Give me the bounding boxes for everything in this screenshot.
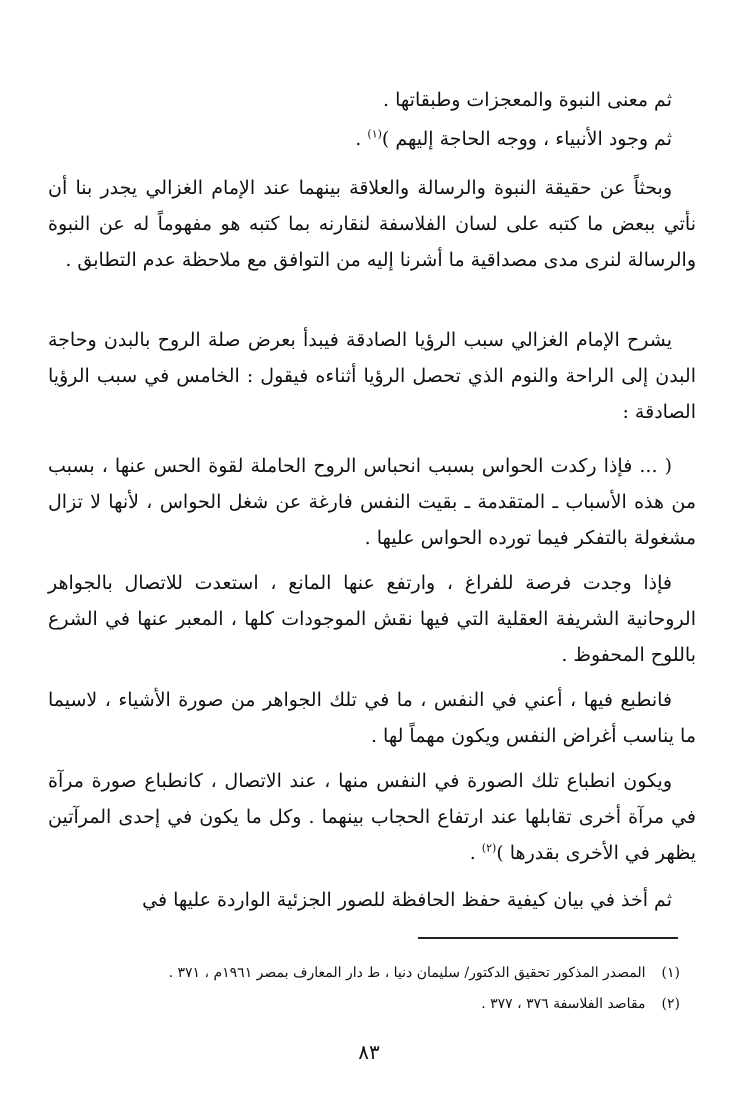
paragraph-2-text: ثم وجود الأنبياء ، ووجه الحاجة إليهم ) bbox=[381, 128, 672, 150]
paragraph-5: ( ... فإذا ركدت الحواس بسبب انحباس الروح الحاملة لقوة الحس عنها ، بسبب من هذه الأسباب ـ المتقدمة ـ بقيت النفس فارغة عن شغل الحواس ، لأنها لا تزال مشغولة بالتفكر فيما تورده الحواس عليها . bbox=[48, 455, 696, 549]
paragraph-8-end: . bbox=[469, 842, 482, 864]
paragraph-7: فانطبع فيها ، أعني في النفس ، ما في تلك الجواهر من صورة الأشياء ، لاسيما ما يناسب أغراض النفس ويكون مهماً لها . bbox=[48, 689, 696, 747]
footnote-1-text: المصدر المذكور تحقيق الدكتور/ سليمان دنيا ، ط دار المعارف بمصر ١٩٦١م ، ٣٧١ . bbox=[168, 965, 646, 981]
footnote-ref-1: (١) bbox=[367, 127, 382, 141]
footnote-divider bbox=[418, 937, 678, 939]
paragraph-9: ثم أخذ في بيان كيفية حفظ الحافظة للصور الجزئية الواردة عليها في bbox=[142, 889, 672, 911]
paragraph-6: فإذا وجدت فرصة للفراغ ، وارتفع عنها المانع ، استعدت للاتصال بالجواهر الروحانية الشريفة العقلية التي فيها نقش الموجودات كلها ، المعبر عنها في الشرع باللوح المحفوظ . bbox=[48, 572, 696, 666]
paragraph-2 bbox=[48, 121, 696, 157]
paragraph-1: ثم معنى النبوة والمعجزات وطبقاتها . bbox=[383, 89, 672, 111]
page-number: ٨٣ bbox=[358, 1040, 380, 1064]
footnote-2 bbox=[50, 993, 680, 1015]
footnote-1-number: (١) bbox=[661, 965, 680, 981]
paragraph-4: يشرح الإمام الغزالي سبب الرؤيا الصادقة فيبدأ بعرض صلة الروح بالبدن وحاجة البدن إلى الراحة والنوم الذي تحصل الرؤيا أثناءه فيقول : الخامس في سبب الرؤيا الصادقة : bbox=[48, 329, 696, 423]
paragraph-3: وبحثاً عن حقيقة النبوة والرسالة والعلاقة بينهما عند الإمام الغزالي يجدر بنا أن نأتي ببعض ما كتبه على لسان الفلاسفة لنقارنه بما كتبه هو مفهوماً له عن النبوة والرسالة لنرى مدى مصداقية ما أشرنا إليه من التوافق مع ملاحظة عدم التطابق . bbox=[48, 177, 696, 271]
footnote-1 bbox=[50, 962, 680, 984]
footnote-2-number: (٢) bbox=[661, 996, 680, 1012]
paragraph-2-end: . bbox=[355, 128, 368, 150]
footnote-ref-2: (٢) bbox=[481, 841, 497, 855]
paragraph-8-text: ويكون انطباع تلك الصورة في النفس منها ، عند الاتصال ، كانطباع صورة مرآة في مرآة أخرى تقابلها عند ارتفاع الحجاب بينهما . وكل ما يكون في إحدى المرآتين يظهر في الأخرى بقدرها ) bbox=[48, 770, 696, 864]
footnote-2-text: مقاصد الفلاسفة ٣٧٦ ، ٣٧٧ . bbox=[481, 996, 646, 1012]
paragraph-8 bbox=[48, 763, 696, 871]
